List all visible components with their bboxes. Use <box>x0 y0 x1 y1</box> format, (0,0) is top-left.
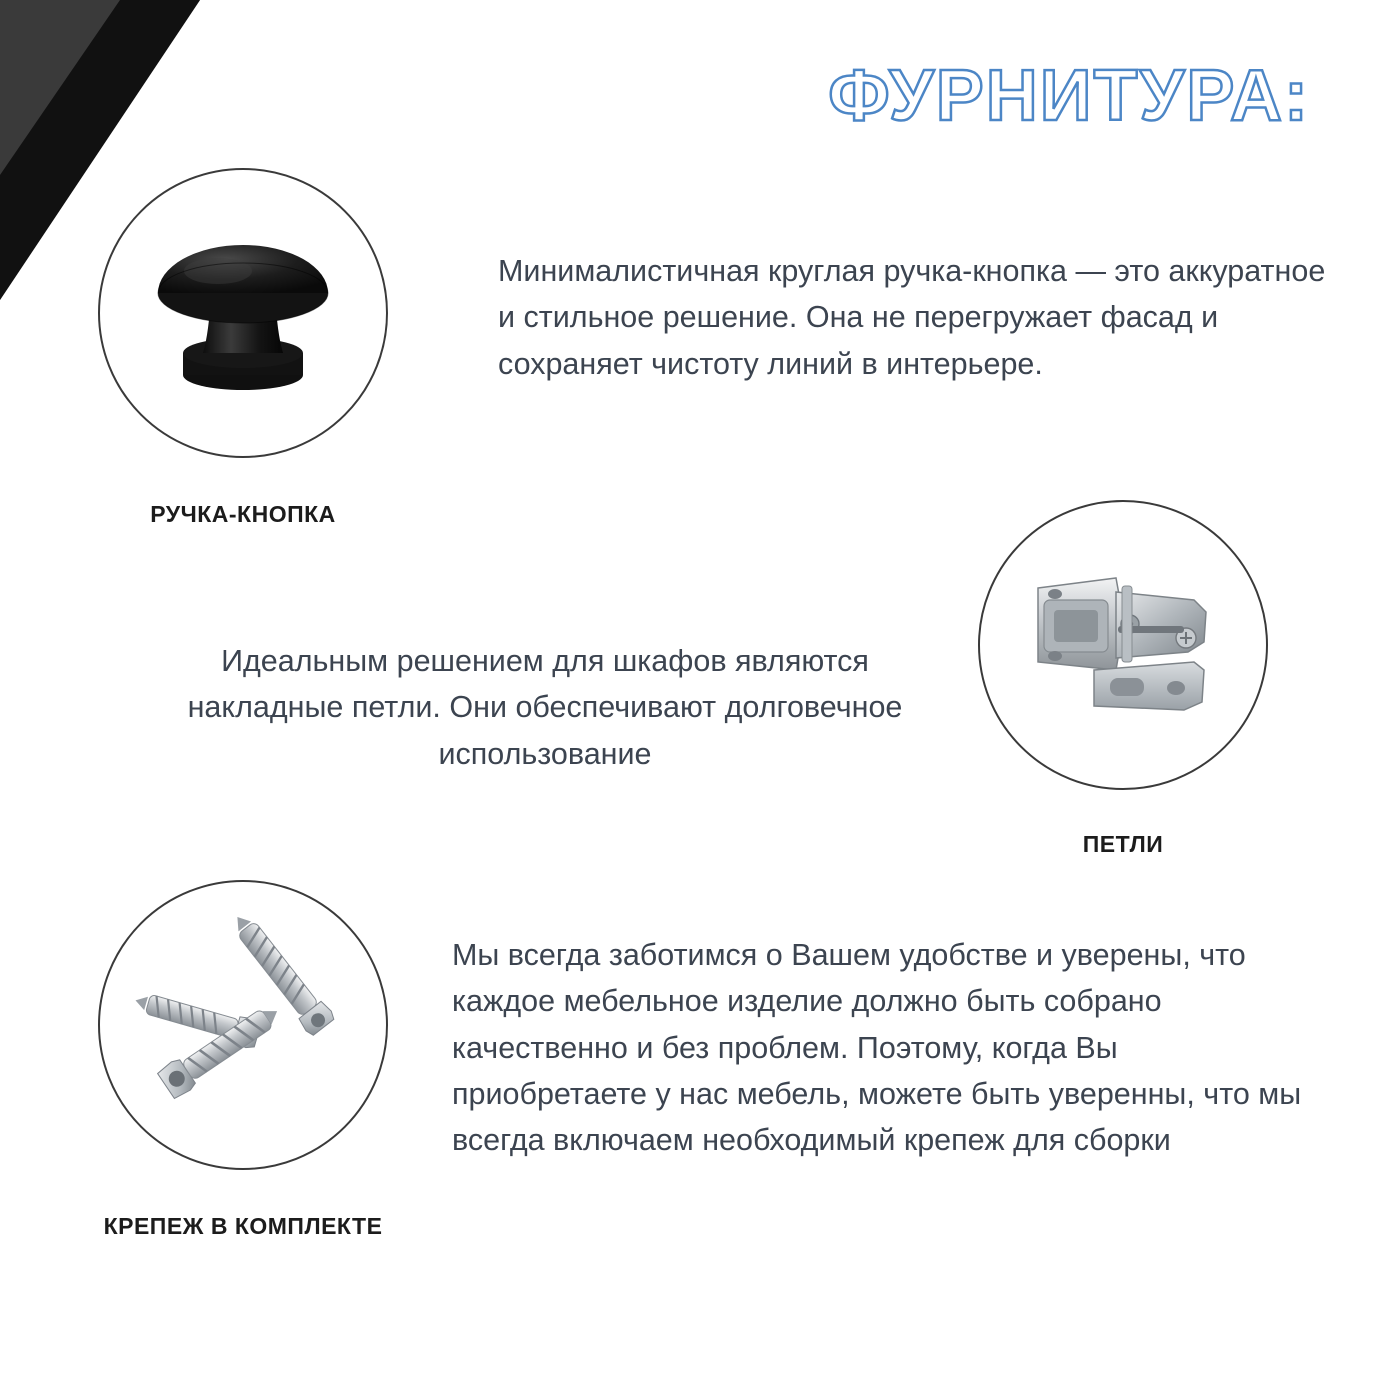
caption-hinge: ПЕТЛИ <box>1082 831 1164 857</box>
screws-icon <box>98 880 388 1170</box>
caption-screws: КРЕПЕЖ В КОМПЛЕКТЕ <box>103 1213 383 1239</box>
description-screws: Мы всегда заботимся о Вашем удобстве и уверены, что каждое мебельное изделие должно быть собрано качественно и без проблем. Поэтому, когда Вы приобретаете у нас мебель, можете быть уверенны, что мы всегда включаем необходимый крепеж для сборки <box>452 938 1302 1158</box>
caption-knob: РУЧКА-КНОПКА <box>150 501 336 527</box>
description-knob: Минималистичная круглая ручка-кнопка — это аккуратное и стильное решение. Она не перегружает фасад и сохраняет чистоту линий в интерьере. <box>498 254 1326 381</box>
description-hinge: Идеальным решением для шкафов являются накладные петли. Они обеспечивают долговечное использование <box>187 644 903 771</box>
corner-decoration <box>0 0 230 330</box>
cabinet-hinge-icon <box>978 500 1268 790</box>
page-title: ФУРНИТУРА: <box>828 56 1310 136</box>
